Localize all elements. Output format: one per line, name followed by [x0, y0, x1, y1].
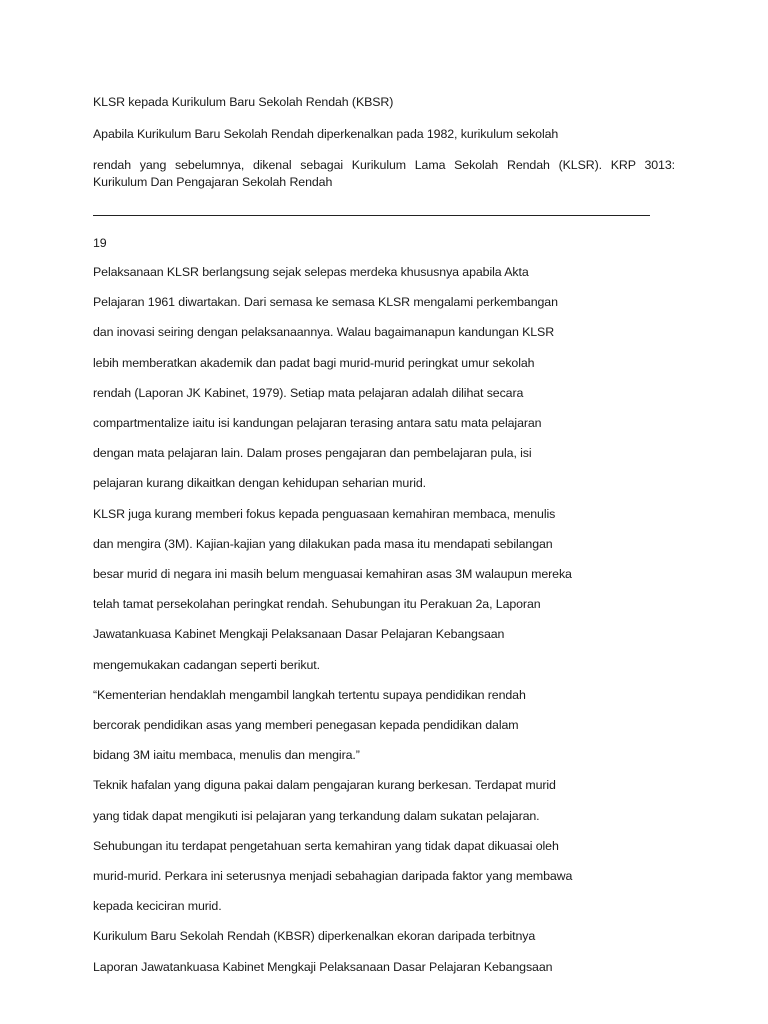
body-line: lebih memberatkan akademik dan padat bagi murid-murid peringkat umur sekolah — [93, 356, 535, 370]
body-line: besar murid di negara ini masih belum menguasai kemahiran asas 3M walaupun mereka — [93, 567, 572, 581]
intro-line: Apabila Kurikulum Baru Sekolah Rendah diperkenalkan pada 1982, kurikulum sekolah — [93, 127, 559, 141]
body-line: murid-murid. Perkara ini seterusnya menjadi sebahagian daripada faktor yang membawa — [93, 869, 573, 883]
body-line: Sehubungan itu terdapat pengetahuan serta kemahiran yang tidak dapat dikuasai oleh — [93, 839, 559, 853]
body-line: kepada keciciran murid. — [93, 899, 222, 913]
body-line: Jawatankuasa Kabinet Mengkaji Pelaksanaan Dasar Pelajaran Kebangsaan — [93, 627, 505, 641]
intro-line-2: rendah yang sebelumnya, dikenal sebagai Kurikulum Lama Sekolah Rendah (KLSR). KRP 3013: — [93, 158, 675, 172]
body-line: telah tamat persekolahan peringkat rendah. Sehubungan itu Perakuan 2a, Laporan — [93, 597, 541, 611]
intro-line-3: Kurikulum Dan Pengajaran Sekolah Rendah — [93, 175, 333, 189]
body-line: bercorak pendidikan asas yang memberi penegasan kepada pendidikan dalam — [93, 718, 519, 732]
body-line: mengemukakan cadangan seperti berikut. — [93, 658, 320, 672]
body-line: rendah (Laporan JK Kabinet, 1979). Setiap mata pelajaran adalah dilihat secara — [93, 386, 524, 400]
body-line: Teknik hafalan yang diguna pakai dalam pengajaran kurang berkesan. Terdapat murid — [93, 778, 556, 792]
body-line: Kurikulum Baru Sekolah Rendah (KBSR) diperkenalkan ekoran daripada terbitnya — [93, 929, 536, 943]
section-heading: KLSR kepada Kurikulum Baru Sekolah Rendah (KBSR) — [93, 95, 394, 109]
footnote-rule — [93, 215, 650, 216]
body-line: dengan mata pelajaran lain. Dalam proses pengajaran dan pembelajaran pula, isi — [93, 446, 532, 460]
page-number: 19 — [93, 236, 107, 250]
body-line: pelajaran kurang dikaitkan dengan kehidupan seharian murid. — [93, 476, 427, 490]
body-line: compartmentalize iaitu isi kandungan pelajaran terasing antara satu mata pelajaran — [93, 416, 542, 430]
body-line: bidang 3M iaitu membaca, menulis dan mengira.” — [93, 748, 360, 762]
body-line: Pelajaran 1961 diwartakan. Dari semasa ke semasa KLSR mengalami perkembangan — [93, 295, 558, 309]
body-line: KLSR juga kurang memberi fokus kepada penguasaan kemahiran membaca, menulis — [93, 507, 556, 521]
body-line: yang tidak dapat mengikuti isi pelajaran yang terkandung dalam sukatan pelajaran. — [93, 809, 540, 823]
body-line: dan mengira (3M). Kajian-kajian yang dilakukan pada masa itu mendapati sebilangan — [93, 537, 553, 551]
body-line: “Kementerian hendaklah mengambil langkah tertentu supaya pendidikan rendah — [93, 688, 526, 702]
body-line: dan inovasi seiring dengan pelaksanaannya. Walau bagaimanapun kandungan KLSR — [93, 325, 555, 339]
body-line: Laporan Jawatankuasa Kabinet Mengkaji Pelaksanaan Dasar Pelajaran Kebangsaan — [93, 960, 553, 974]
body-line: Pelaksanaan KLSR berlangsung sejak selepas merdeka khususnya apabila Akta — [93, 265, 529, 279]
